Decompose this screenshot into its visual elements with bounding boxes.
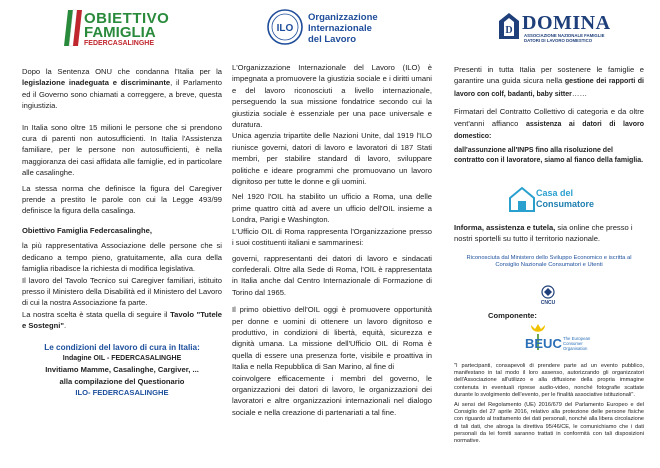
paragraph-domina-support: dall'assunzione all'INPS fino alla risoluzione del contratto con il lavoratore, siamo al fianco della famiglia. bbox=[454, 147, 644, 165]
cncu-logo bbox=[537, 284, 559, 306]
beuc-title: BEUC bbox=[525, 336, 562, 351]
beuc-subtitle-line1: The European bbox=[563, 336, 591, 341]
column-domina bbox=[454, 62, 644, 166]
cncu-emblem-icon bbox=[537, 284, 559, 306]
paragraph-tavolo-tecnico: Il lavoro del Tavolo Tecnico sui Caregiver familiari, istituito presso il Ministero della Disabilità ed il Ministero del Lavoro di cui la nostra Associazione fa parte. bbox=[22, 275, 222, 308]
column-ilo bbox=[232, 62, 432, 418]
domina-title: DOMINA bbox=[522, 12, 611, 34]
paragraph-sentenza-onu: Dopo la Sentenza ONU che condanna l'Italia per la legislazione inadeguata e discriminante, il Parlamento ed il Governo sono chiamati a correggere, a breve, questa ingiustizia. bbox=[22, 67, 222, 111]
obiettivo-famiglia-logo bbox=[62, 8, 192, 54]
ofm-title-line2: FAMIGLIA bbox=[84, 24, 156, 41]
ilo-name-line1: Organizzazione bbox=[308, 12, 378, 23]
ilo-emblem-icon bbox=[266, 8, 304, 46]
member-heading: Componente: bbox=[488, 311, 537, 320]
cncu-label: CNCU bbox=[540, 300, 556, 306]
beuc-subtitle-line3: Organisation bbox=[563, 346, 588, 351]
paragraph-ilo-engagement: coinvolgere efficacemente i membri del governo, le organizzazioni dei datori di lavoro, le organizzazioni dei lavoratori e altre organizzazioni internazionali nel dialogo sociale e nella creazione di partenariati a tal fine. bbox=[232, 373, 432, 417]
casa-line1: Casa del bbox=[536, 188, 574, 198]
column-federcasalinghe bbox=[22, 62, 222, 399]
svg-text:D: D bbox=[505, 25, 513, 36]
paragraph-caregivers: In Italia sono oltre 15 milioni le persone che si prendono cura di parenti non autosufficienti. In Italia l'Assistenza familiare, per le persone non autosufficienti, è nella maggioranza dei casi affidata alle famiglie, ed in particolare alle casalinghe. bbox=[22, 122, 222, 178]
member-heading-wrap bbox=[488, 310, 598, 321]
survey-callout bbox=[22, 342, 222, 399]
paragraph-ilo-constituents: governi, rappresentanti dei datori di lavoro e sindacati confederali. Oltre alla Sede di Roma, l'OIL è rappresentata in Italia anche dal Centro Internazionale di Formazione di Torino dal 1965. bbox=[232, 253, 432, 297]
paragraph-ilo-objective: Il primo obiettivo dell'OIL oggi è promuovere opportunità per donne e uomini di ottenere un lavoro dignitoso e produttivo, in condizioni di libertà, equità, sicurezza e dignità umana. La missione dell'Ufficio OIL di Roma è quella di essere una presenza forte, visibile e proattiva in Italia e nella Repubblica di San Marino, al fine di bbox=[232, 305, 432, 372]
association-name: Obiettivo Famiglia Federcasalinghe, bbox=[22, 225, 152, 235]
survey-questionnaire: alla compilazione del Questionario bbox=[59, 376, 185, 386]
beuc-logo bbox=[527, 322, 617, 354]
paragraph-informa: Informa, assistenza e tutela, sia online che presso i nostri sportelli su tutto il territorio nazionale. bbox=[454, 223, 633, 244]
ilo-name-line3: del Lavoro bbox=[308, 34, 357, 45]
paragraph-ilo-agency: Unica agenzia tripartite delle Nazioni Unite, dal 1919 l'ILO riunisce governi, datori di lavoro e lavoratori di 187 Stati membri, per stabilire standard di lavoro, sviluppare politiche e ideare programmi che promuovano un lavoro dignitoso per tutte le donne e gli uomini. bbox=[232, 131, 432, 187]
casa-line2: Consumatore bbox=[536, 199, 595, 209]
italian-flag-mark-icon bbox=[62, 8, 84, 48]
ilo-emblem-text: ILO bbox=[276, 23, 294, 34]
paragraph-domina-presence: Presenti in tutta Italia per sostenere le famiglie e garantire una guida sicura nella gestione dei rapporti di lavoro con colf, badanti, baby sitter…… bbox=[454, 65, 644, 98]
ilo-name bbox=[308, 12, 378, 45]
ilo-name-line2: Internazionale bbox=[308, 23, 372, 34]
paragraph-ilo-office: L'Ufficio OIL di Roma rappresenta l'Organizzazione presso i suoi costituenti italiani e sammarinesi: bbox=[232, 226, 432, 248]
privacy-note: Ai sensi del Regolamento (UE) 2016/679 del Parlamento Europeo e del Consiglio del 27 aprile 2016, relativo alla protezione delle persone fisiche con riguardo al trattamento dei dati personali, nonché alla libera circolazione di tali dati, che abroga la direttiva 95/46/CE, le comunichiamo che i dati personali da lei forniti saranno trattati in conformità con tali disposizioni normative. bbox=[454, 402, 644, 445]
survey-title: Le condizioni del lavoro di cura in Italia: bbox=[44, 342, 200, 352]
column-domina-lower bbox=[454, 222, 644, 270]
recognition-note: Riconosciuta dal Ministero dello Sviluppo Economico e iscritta al Consiglio Nazionale Consumatori e Utenti bbox=[466, 254, 632, 269]
domina-house-icon bbox=[498, 12, 520, 40]
domina-subtitle bbox=[524, 33, 644, 43]
paragraph-association: la più rappresentativa Associazione delle persone che si dedicano a tempo pieno, gratuitamente, alla cura della famiglia ribadisce la richiesta di modifica legislativa. bbox=[22, 241, 222, 274]
survey-subtitle: Indagine OIL - FEDERCASALINGHE bbox=[62, 354, 182, 362]
ofm-title-line1: OBIETTIVO bbox=[84, 10, 170, 27]
ilo-logo bbox=[266, 6, 416, 54]
survey-invite: Invitiamo Mamme, Casalinghe, Cargiver, ... bbox=[45, 365, 199, 375]
paragraph-ilo-rome: Nel 1920 l'OIL ha stabilito un ufficio a Roma, una delle prime quattro città ad avere un ufficio dell'OIL insieme a Londra, Parigi e Washington. bbox=[232, 192, 432, 225]
survey-link[interactable]: ILO- FEDERCASALINGHE bbox=[75, 388, 169, 398]
beuc-subtitle-line2: Consumer bbox=[563, 341, 583, 346]
header-logos bbox=[0, 0, 660, 58]
paragraph-ilo-mission: L'Organizzazione Internazionale del Lavoro (ILO) è impegnata a promuovere la giustizia sociale e i diritti umani e del lavoro riconosciuti a livello internazionale, perseguendo la sua missione fondatrice secondo cui la giustizia sociale è essenziale per una pace universale e duratura. bbox=[232, 63, 432, 130]
ofm-subtitle: FEDERCASALINGHE bbox=[84, 40, 155, 47]
beuc-subtitle bbox=[563, 336, 590, 351]
paragraph-scelta: La nostra scelta è stata quella di seguire il Tavolo "Tutele e Sostegni". bbox=[22, 309, 222, 331]
paragraph-norma-caregiver: La stessa norma che definisce la figura del Caregiver prende a prestito le parole con cui la Legge 493/99 definisce la figura della casalinga. bbox=[22, 183, 222, 216]
domina-logo bbox=[498, 10, 638, 50]
paragraph-domina-ccnl: Firmatari del Contratto Collettivo di categoria e da oltre vent'anni affianco assistenza ai datori di lavoro domestico: bbox=[454, 107, 645, 141]
domina-subtitle-line1: ASSOCIAZIONE NAZIONALE FAMIGLIE bbox=[524, 33, 605, 38]
legal-notes bbox=[454, 363, 644, 445]
consent-note: "I partecipanti, consapevoli di prendere parte ad un evento pubblico, manifestano in tal modo il loro assenso, autorizzando gli organizzatori dell'Associazione all'utilizzo e alla diffusione della propria immagine contenuta in eventuali riprese audio-video, nonché fotografie scattate durante lo svolgimento dell'evento, per le finalità associative istituzionali". bbox=[454, 363, 644, 398]
domina-subtitle-line2: DATORI DI LAVORO DOMESTICO bbox=[524, 38, 593, 43]
casa-del-consumatore-logo bbox=[508, 184, 595, 214]
